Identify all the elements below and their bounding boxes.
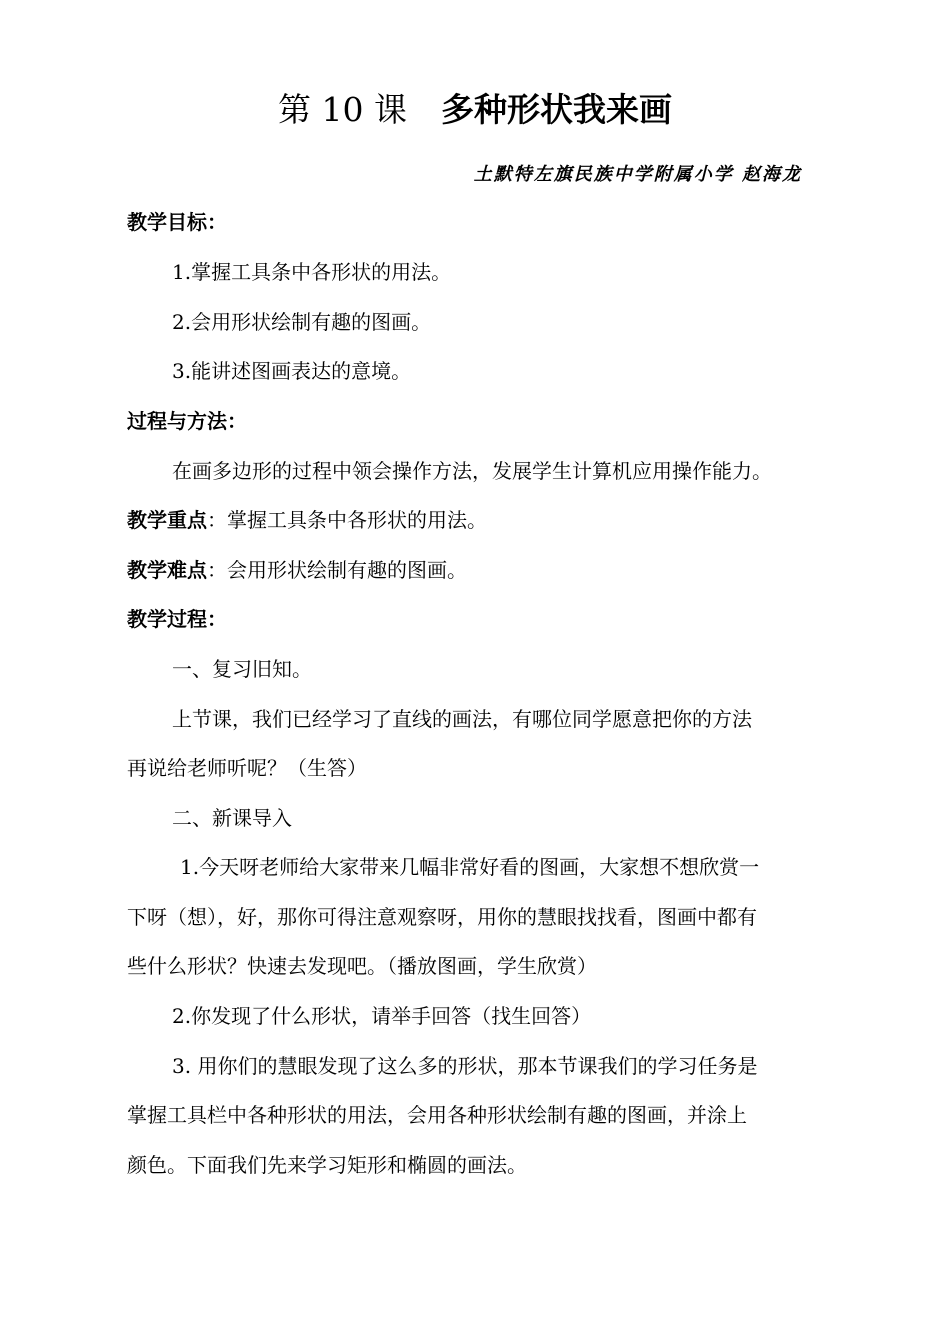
key-point: [127, 505, 487, 535]
paragraph-line: 2.你发现了什么形状，请举手回答（找生回答）: [172, 1004, 592, 1028]
paragraph-line: 再说给老师听呢？（生答）: [127, 756, 367, 780]
difficulty-text: ：会用形状绘制有趣的图画。: [207, 558, 467, 582]
paragraph-line: 上节课，我们已经学习了直线的画法，有哪位同学愿意把你的方法: [172, 707, 752, 731]
process-text: 在画多边形的过程中领会操作方法，发展学生计算机应用操作能力。: [172, 459, 772, 483]
page-title: [0, 88, 950, 132]
paragraph-line: 下呀（想），好，那你可得注意观察呀，用你的慧眼找找看，图画中都有: [127, 905, 757, 929]
lesson-name: 多种形状我来画: [440, 90, 672, 129]
lesson-number: 第 10 课: [278, 90, 407, 129]
difficulty-point: [127, 555, 467, 585]
difficulty-label: 教学难点: [127, 558, 207, 582]
paragraph-line: 些什么形状？快速去发现吧。（播放图画，学生欣赏）: [127, 954, 597, 978]
paragraph-line: 3. 用你们的慧眼发现了这么多的形状，那本节课我们的学习任务是: [172, 1054, 758, 1078]
key-text: ：掌握工具条中各形状的用法。: [207, 508, 487, 532]
goal-item: 1.掌握工具条中各形状的用法。: [172, 260, 452, 284]
goal-item: 3.能讲述图画表达的意境。: [172, 359, 412, 383]
paragraph-line: 1.今天呀老师给大家带来几幅非常好看的图画，大家想不想欣赏一: [180, 855, 760, 879]
goals-heading: 教学目标：: [127, 210, 227, 234]
steps-heading: 教学过程：: [127, 607, 227, 631]
key-label: 教学重点: [127, 508, 207, 532]
step1-heading: 一、复习旧知。: [172, 657, 312, 681]
paragraph-line: 颜色。下面我们先来学习矩形和椭圆的画法。: [127, 1153, 527, 1177]
step2-heading: 二、新课导入: [172, 806, 292, 830]
process-heading: 过程与方法：: [127, 409, 247, 433]
paragraph-line: 掌握工具栏中各种形状的用法，会用各种形状绘制有趣的图画，并涂上: [127, 1103, 747, 1127]
author-line: 土默特左旗民族中学附属小学 赵海龙: [473, 164, 802, 185]
goal-item: 2.会用形状绘制有趣的图画。: [172, 310, 432, 334]
